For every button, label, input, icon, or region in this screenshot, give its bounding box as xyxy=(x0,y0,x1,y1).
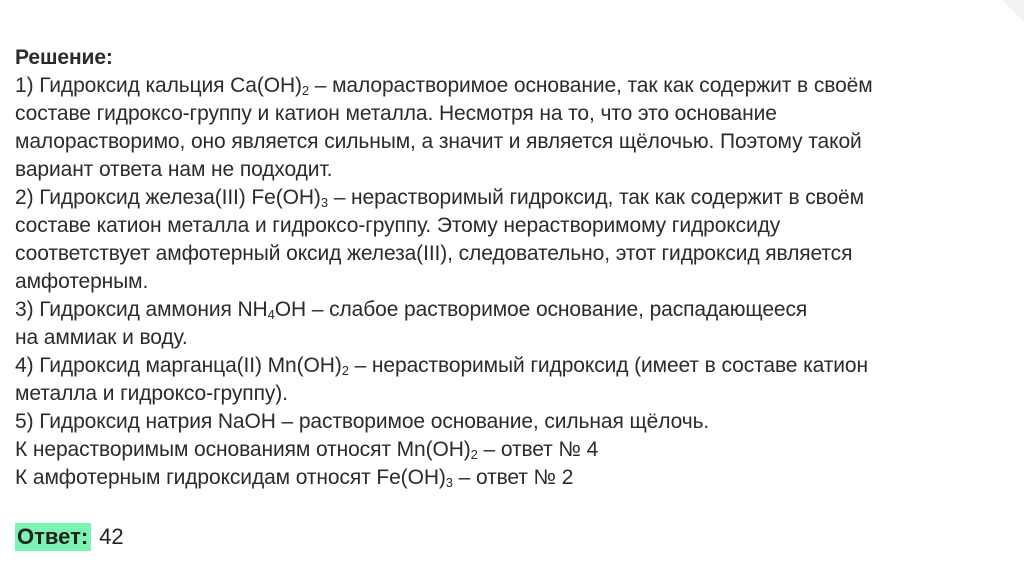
conclusion-2 xyxy=(15,464,1015,492)
item-2-line-3: соответствует амфотерный оксид железа(III), следовательно, этот гидроксид является xyxy=(15,242,853,265)
item-1-subscript: 2 xyxy=(301,83,310,98)
item-4-text-a: 4) Гидроксид марганца(II) Mn(OH) xyxy=(15,354,342,377)
item-1-line-2: составе гидроксо-группу и катион металла. Несмотря на то, что это основание xyxy=(15,102,777,125)
conclusion-1-text-a: К нерастворимым основаниям относят Mn(OH) xyxy=(15,438,471,461)
item-2-text-a: 2) Гидроксид железа(III) Fe(OH) xyxy=(15,186,321,209)
item-1-text-a: 1) Гидроксид кальция Ca(OH) xyxy=(15,74,302,97)
item-4-line-1 xyxy=(15,352,1015,380)
item-1-line-4: вариант ответа нам не подходит. xyxy=(15,158,333,181)
conclusion-1 xyxy=(15,436,1015,464)
item-3-text-b: OH – слабое растворимое основание, распадающееся xyxy=(274,298,808,321)
item-1-line-1 xyxy=(15,72,1015,100)
answer-block xyxy=(15,523,124,551)
item-2-line-4: амфотерным. xyxy=(15,270,149,293)
item-2-subscript: 3 xyxy=(320,195,328,210)
answer-label: Ответ: xyxy=(15,523,91,551)
item-2-line-2: составе катион металла и гидроксо-группу. Этому нерастворимому гидроксиду xyxy=(15,214,781,237)
page-corner-fold xyxy=(1002,0,1024,22)
conclusion-2-text-b: – ответ № 2 xyxy=(452,466,574,489)
solution-text xyxy=(15,44,1015,492)
conclusion-1-subscript: 2 xyxy=(470,447,478,462)
answer-value: 42 xyxy=(99,524,124,549)
item-2-text-b: – нерастворимый гидроксид, так как содержит в своём xyxy=(327,186,864,209)
item-5-line-1: 5) Гидроксид натрия NaOH – растворимое основание, сильная щёлочь. xyxy=(15,410,710,433)
solution-heading: Решение: xyxy=(15,46,113,69)
item-1-text-b: – малорастворимое основание, так как содержит в своём xyxy=(309,74,873,97)
item-4-line-2: металла и гидроксо-группу). xyxy=(15,382,288,405)
item-3-text-a: 3) Гидроксид аммония NH xyxy=(15,298,268,321)
item-3-line-1 xyxy=(15,296,1015,324)
item-1-line-3: малорастворимо, оно является сильным, а значит и является щёлочью. Поэтому такой xyxy=(15,130,862,153)
top-bar xyxy=(0,0,1024,22)
item-3-subscript: 4 xyxy=(267,307,275,322)
conclusion-2-text-a: К амфотерным гидроксидам относят Fe(OH) xyxy=(15,466,446,489)
item-4-text-b: – нерастворимый гидроксид (имеет в составе катион xyxy=(348,354,868,377)
conclusion-1-text-b: – ответ № 4 xyxy=(477,438,599,461)
item-3-line-2: на аммиак и воду. xyxy=(15,326,188,349)
item-4-subscript: 2 xyxy=(341,363,349,378)
conclusion-2-subscript: 3 xyxy=(445,475,453,490)
item-2-line-1 xyxy=(15,184,1015,212)
